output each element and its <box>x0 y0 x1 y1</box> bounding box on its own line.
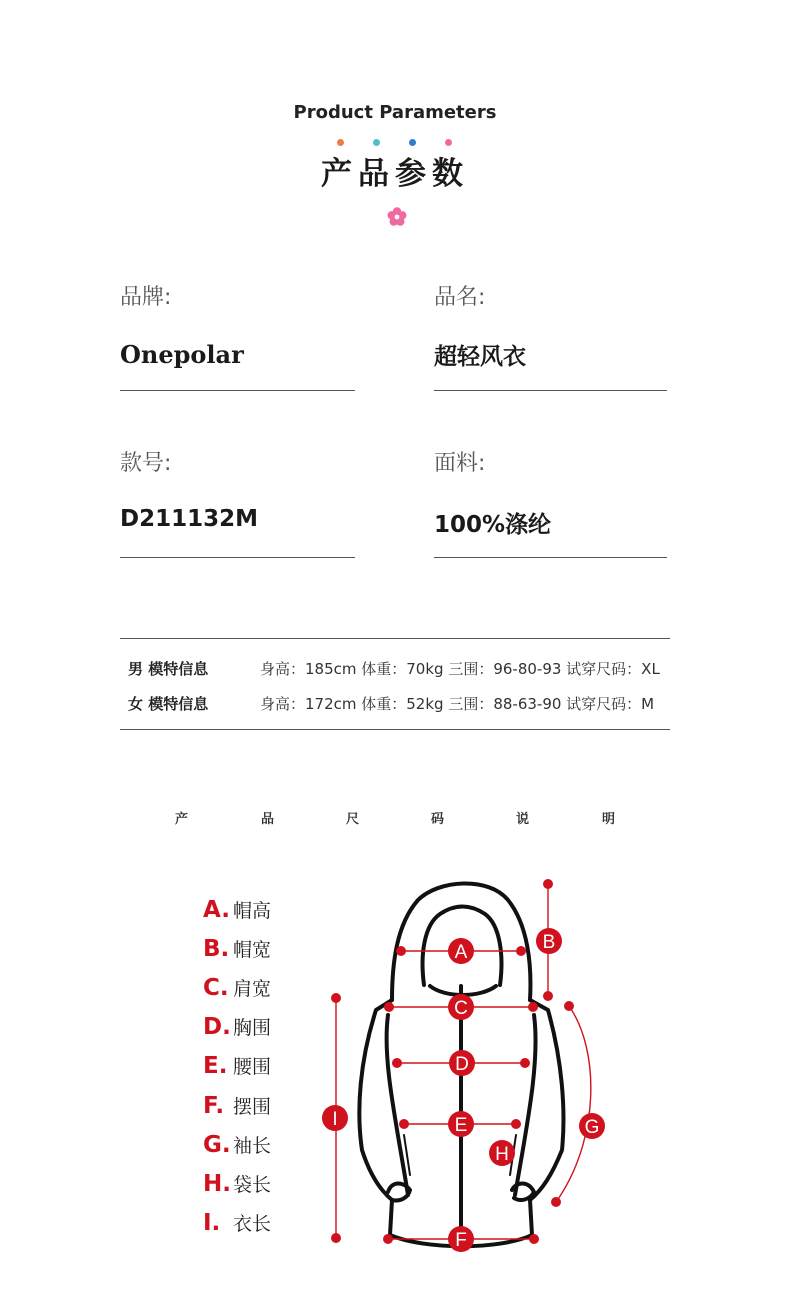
size-heading-char: 尺 <box>346 812 360 827</box>
style-number-label: 款号: <box>120 451 172 476</box>
title-chinese: 产品参数 <box>321 156 469 192</box>
size-heading-char: 说 <box>516 812 530 827</box>
legend-item-f: F. 摆围 <box>203 1093 272 1119</box>
svg-text:B: B <box>542 932 556 953</box>
svg-text:F: F <box>455 1230 467 1251</box>
legend-item-g: G. 袖长 <box>203 1132 272 1158</box>
fabric-value: 100%涤纶 <box>434 512 552 538</box>
female-model-info: 身高：172cm 体重：52kg 三围：88-63-90 试穿尺码：M <box>260 695 655 713</box>
svg-text:H: H <box>495 1144 509 1165</box>
legend-item-a: A. 帽高 <box>203 897 272 923</box>
marker-g <box>579 1113 605 1139</box>
size-heading-char: 码 <box>431 812 445 827</box>
size-heading-char: 产 <box>175 812 189 827</box>
product-name-value: 超轻风衣 <box>434 344 526 370</box>
marker-d <box>449 1050 475 1076</box>
size-heading-char: 品 <box>261 812 275 827</box>
legend-item-b: B. 帽宽 <box>203 936 272 962</box>
svg-text:E: E <box>454 1115 468 1136</box>
legend-item-d: D. 胸围 <box>203 1014 272 1040</box>
fabric-label: 面料: <box>434 451 486 476</box>
marker-e <box>448 1111 474 1137</box>
svg-text:G: G <box>584 1117 600 1138</box>
brand-label: 品牌: <box>120 285 172 310</box>
marker-i <box>322 1105 348 1131</box>
male-model-info: 身高：185cm 体重：70kg 三围：96-80-93 试穿尺码：XL <box>260 660 660 678</box>
marker-f <box>448 1226 474 1252</box>
male-model-label: 男 模特信息 <box>128 660 209 678</box>
brand-value: Onepolar <box>120 340 244 369</box>
marker-a <box>448 938 474 964</box>
product-name-label: 品名: <box>434 285 486 310</box>
legend-item-c: C. 肩宽 <box>203 975 272 1001</box>
legend-item-h: H. 袋长 <box>203 1171 272 1197</box>
title-english: Product Parameters <box>293 102 497 123</box>
style-number-value: D211132M <box>120 506 258 532</box>
female-model-label: 女 模特信息 <box>128 695 209 713</box>
svg-text:A: A <box>454 942 468 963</box>
size-heading-char: 明 <box>602 812 616 827</box>
svg-text:C: C <box>454 998 468 1019</box>
svg-text:I: I <box>332 1109 338 1130</box>
marker-b <box>536 928 562 954</box>
svg-text:D: D <box>455 1054 469 1075</box>
legend-item-i: I. 衣长 <box>203 1210 272 1236</box>
marker-c <box>448 994 474 1020</box>
legend-item-e: E. 腰围 <box>203 1053 272 1079</box>
marker-h <box>489 1140 515 1166</box>
